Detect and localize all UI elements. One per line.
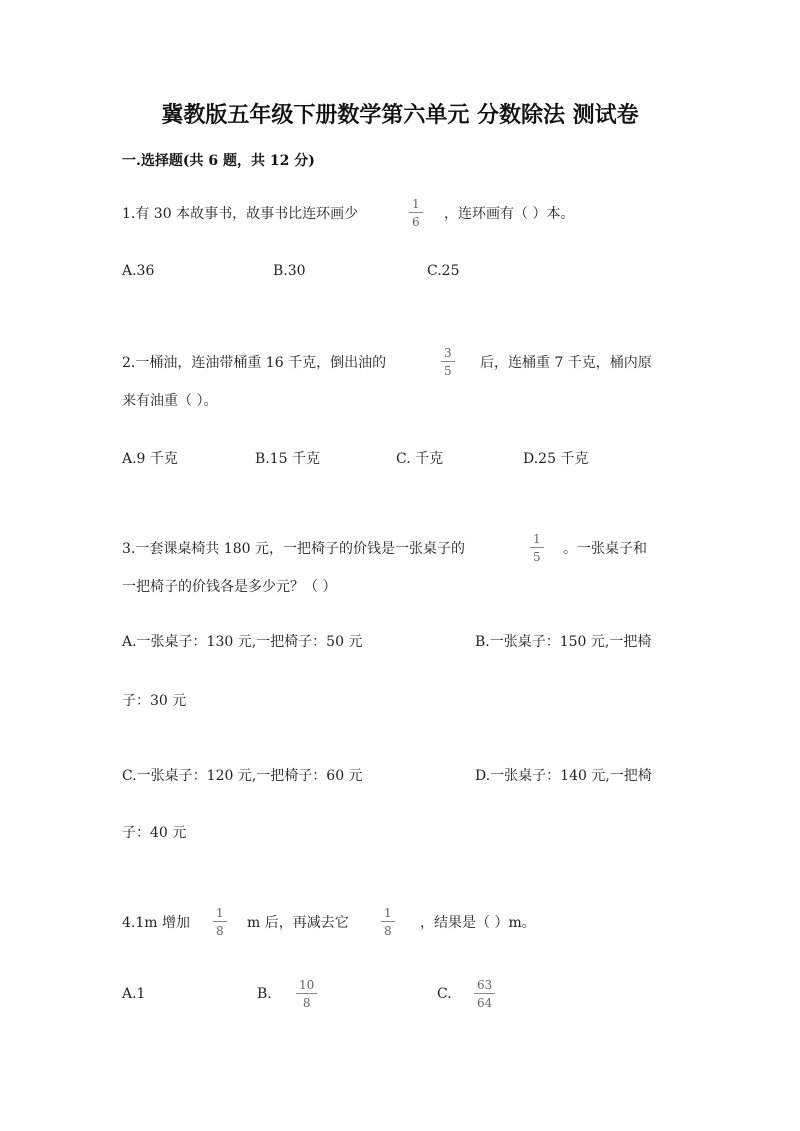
q2-fraction — [441, 347, 455, 377]
q3-frac-numerator: 1 — [533, 532, 541, 546]
q4-text-b: m 后，再减去它 — [247, 915, 349, 931]
q1-text-b: ，连环画有（ ）本。 — [444, 206, 575, 222]
q2-option-a[interactable]: A.9 千克 — [122, 451, 178, 467]
q4-frac1-denominator: 8 — [216, 924, 224, 938]
q2-text-c: 来有油重（ ）。 — [122, 393, 218, 409]
q3-frac-denominator: 5 — [533, 550, 541, 564]
q3-option-d-cont: 子：40 元 — [122, 825, 187, 841]
q4-option-a[interactable]: A.1 — [122, 986, 146, 1002]
q3-option-b-cont: 子：30 元 — [122, 693, 187, 709]
q1-frac-denominator: 6 — [412, 215, 420, 229]
q4-option-c-label[interactable]: C. — [437, 986, 452, 1002]
q4-option-b-label[interactable]: B. — [257, 986, 272, 1002]
q1-option-c[interactable]: C.25 — [427, 263, 460, 279]
q4-frac2-numerator: 1 — [384, 906, 392, 920]
q3-option-a[interactable]: A.一张桌子：130 元,一把椅子：50 元 — [122, 634, 363, 650]
q2-frac-numerator: 3 — [444, 346, 452, 360]
q3-option-b[interactable]: B.一张桌子：150 元,一把椅 — [475, 634, 652, 650]
q4-fraction-2 — [381, 907, 395, 937]
q1-option-b[interactable]: B.30 — [273, 263, 306, 279]
q4-option-c-fraction — [474, 979, 495, 1009]
q3-text-a: 3.一套课桌椅共 180 元，一把椅子的价钱是一张桌子的 — [122, 541, 465, 557]
q4-optb-frac-numerator: 10 — [299, 978, 315, 992]
q4-optc-frac-denominator: 64 — [477, 996, 493, 1010]
q4-text-c: ，结果是（ ）m。 — [420, 915, 536, 931]
q1-fraction — [409, 198, 423, 228]
q3-text-b: 。一张桌子和 — [563, 541, 647, 557]
q2-frac-denominator: 5 — [444, 364, 452, 378]
q3-option-c[interactable]: C.一张桌子：120 元,一把椅子：60 元 — [122, 768, 363, 784]
q4-option-b-fraction — [296, 979, 317, 1009]
q1-frac-numerator: 1 — [412, 197, 420, 211]
q3-fraction — [530, 533, 544, 563]
q4-optb-frac-denominator: 8 — [302, 996, 311, 1010]
q4-frac1-numerator: 1 — [216, 906, 224, 920]
q2-text-a: 2.一桶油，连油带桶重 16 千克，倒出油的 — [122, 355, 387, 371]
q4-optc-frac-numerator: 63 — [477, 978, 493, 992]
q4-frac2-denominator: 8 — [384, 924, 392, 938]
q1-option-a[interactable]: A.36 — [122, 263, 155, 279]
q2-option-b[interactable]: B.15 千克 — [255, 451, 321, 467]
q3-text-c: 一把椅子的价钱各是多少元？（ ） — [122, 579, 337, 595]
q1-text-a: 1.有 30 本故事书，故事书比连环画少 — [122, 206, 359, 222]
q2-option-d[interactable]: D.25 千克 — [523, 451, 589, 467]
section-heading: 一.选择题(共 6 题，共 12 分) — [122, 153, 315, 169]
q4-fraction-1 — [213, 907, 227, 937]
q3-option-d[interactable]: D.一张桌子：140 元,一把椅 — [475, 768, 652, 784]
q4-text-a: 4.1m 增加 — [122, 915, 190, 931]
page-title: 冀教版五年级下册数学第六单元 分数除法 测试卷 — [161, 102, 639, 128]
q2-option-c[interactable]: C. 千克 — [396, 451, 444, 467]
q2-text-b: 后，连桶重 7 千克，桶内原 — [480, 355, 652, 371]
